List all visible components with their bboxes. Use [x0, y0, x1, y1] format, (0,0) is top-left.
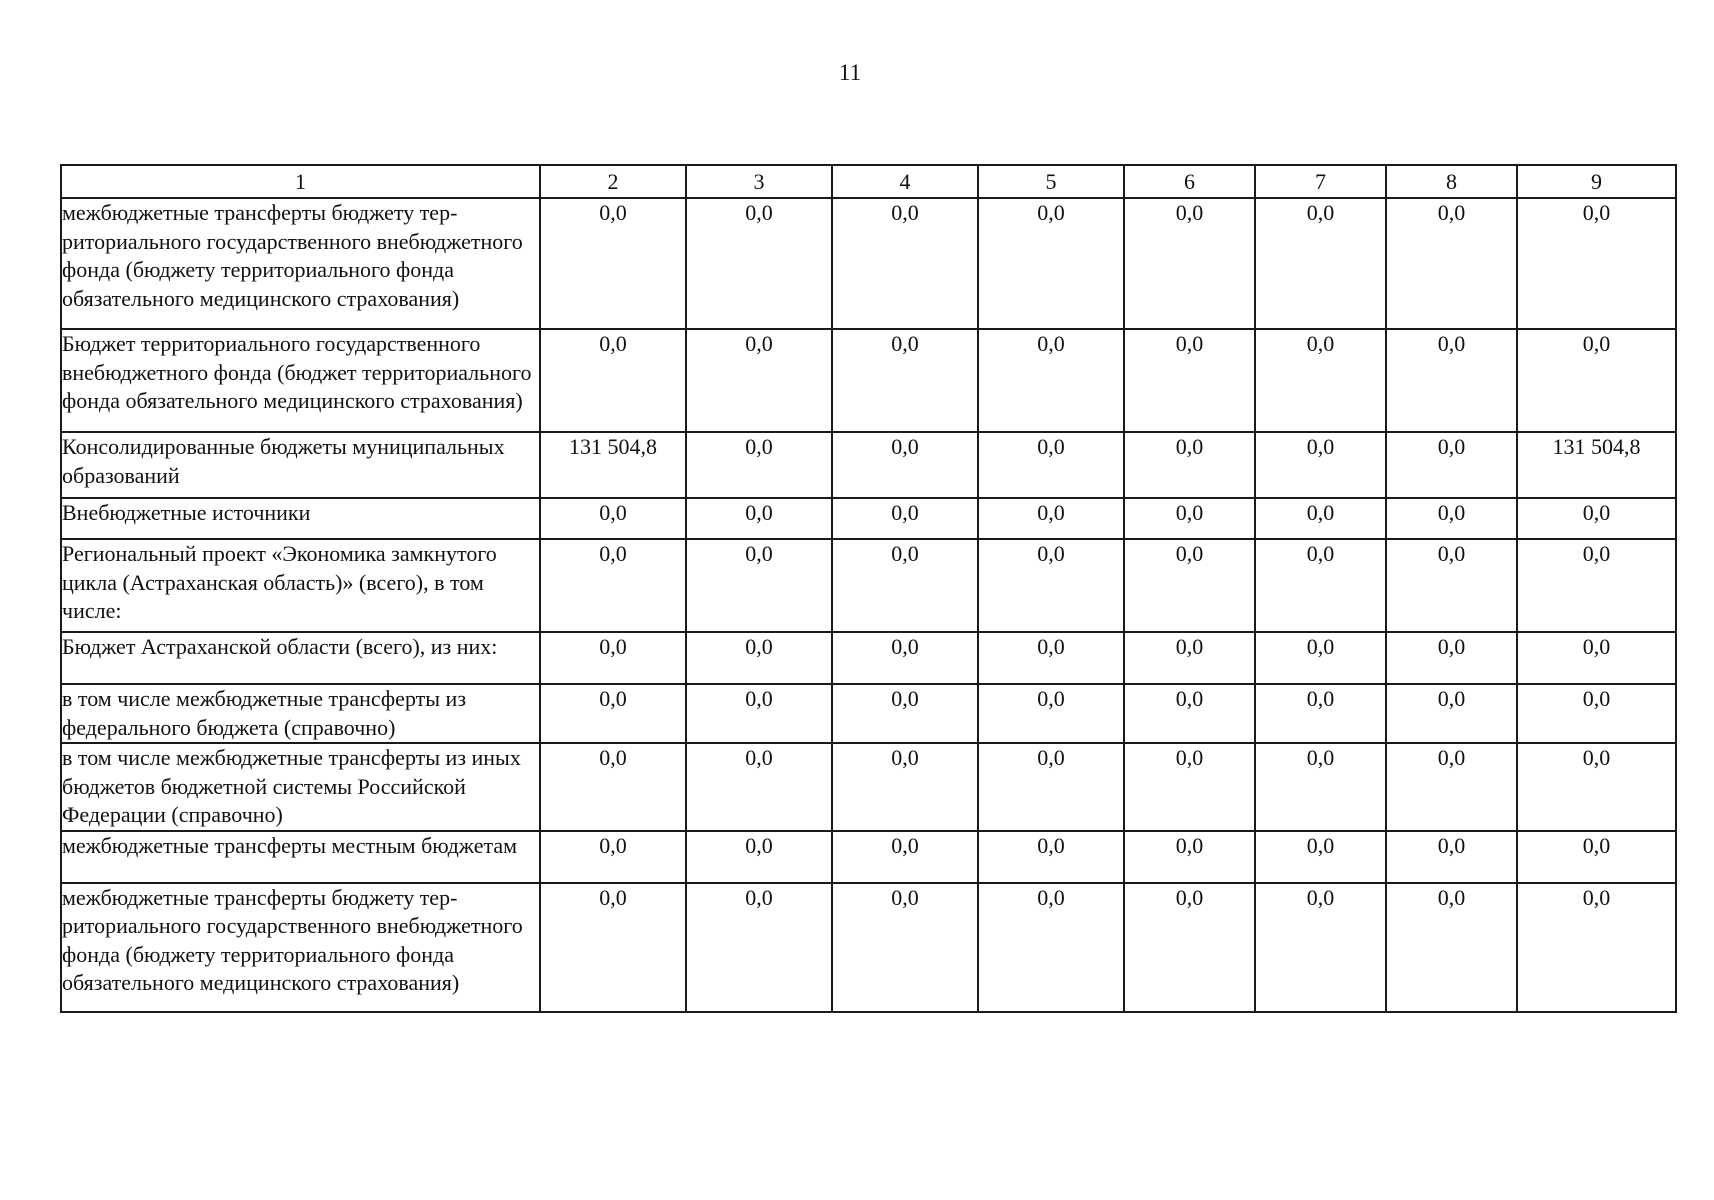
- value-cell: 0,0: [1255, 539, 1386, 632]
- value-cell: 0,0: [832, 329, 978, 432]
- value-cell: 0,0: [978, 539, 1124, 632]
- value-cell: 0,0: [1386, 684, 1517, 743]
- value-cell: 0,0: [540, 498, 686, 539]
- value-cell: 0,0: [540, 831, 686, 883]
- table-row: [61, 432, 1676, 498]
- value-cell: 0,0: [540, 743, 686, 831]
- value-cell: 0,0: [1255, 198, 1386, 329]
- table-row: [61, 329, 1676, 432]
- value-cell: 0,0: [1386, 539, 1517, 632]
- column-header: 1: [61, 165, 540, 198]
- value-cell: 0,0: [1517, 539, 1676, 632]
- table-row: [61, 883, 1676, 1012]
- value-cell: 0,0: [1517, 198, 1676, 329]
- row-label: межбюджетные трансферты местным бюджетам: [61, 831, 540, 883]
- table-row: [61, 831, 1676, 883]
- page-number: 11: [838, 60, 862, 85]
- value-cell: 0,0: [978, 632, 1124, 684]
- value-cell: 0,0: [1124, 498, 1255, 539]
- value-cell: 0,0: [1124, 684, 1255, 743]
- value-cell: 0,0: [686, 883, 832, 1012]
- value-cell: 131 504,8: [1517, 432, 1676, 498]
- value-cell: 0,0: [1517, 684, 1676, 743]
- value-cell: 0,0: [1124, 539, 1255, 632]
- value-cell: 0,0: [832, 432, 978, 498]
- value-cell: 0,0: [1517, 831, 1676, 883]
- value-cell: 0,0: [1124, 883, 1255, 1012]
- value-cell: 131 504,8: [540, 432, 686, 498]
- value-cell: 0,0: [686, 498, 832, 539]
- table-row: [61, 743, 1676, 831]
- value-cell: 0,0: [1124, 632, 1255, 684]
- value-cell: 0,0: [1124, 432, 1255, 498]
- value-cell: 0,0: [1255, 498, 1386, 539]
- value-cell: 0,0: [540, 539, 686, 632]
- value-cell: 0,0: [1386, 498, 1517, 539]
- value-cell: 0,0: [1124, 198, 1255, 329]
- value-cell: 0,0: [832, 198, 978, 329]
- value-cell: 0,0: [686, 539, 832, 632]
- row-label: в том числе межбюджетные трансферты из федерального бюджета (справочно): [61, 684, 540, 743]
- value-cell: 0,0: [686, 743, 832, 831]
- value-cell: 0,0: [540, 684, 686, 743]
- column-number-row: [61, 165, 1676, 198]
- value-cell: 0,0: [1386, 743, 1517, 831]
- table-row: [61, 498, 1676, 539]
- column-header: 7: [1255, 165, 1386, 198]
- value-cell: 0,0: [1386, 632, 1517, 684]
- row-label: Внебюджетные источники: [61, 498, 540, 539]
- column-header: 2: [540, 165, 686, 198]
- value-cell: 0,0: [1386, 432, 1517, 498]
- value-cell: 0,0: [832, 498, 978, 539]
- column-header: 4: [832, 165, 978, 198]
- value-cell: 0,0: [1255, 743, 1386, 831]
- table-row: [61, 198, 1676, 329]
- value-cell: 0,0: [1255, 831, 1386, 883]
- value-cell: 0,0: [978, 498, 1124, 539]
- table-row: [61, 684, 1676, 743]
- value-cell: 0,0: [978, 883, 1124, 1012]
- row-label: в том числе межбюджетные трансферты из иных бюджетов бюджетной системы Российской Федерации (справочно): [61, 743, 540, 831]
- value-cell: 0,0: [1386, 831, 1517, 883]
- value-cell: 0,0: [1255, 632, 1386, 684]
- column-header: 8: [1386, 165, 1517, 198]
- column-header: 9: [1517, 165, 1676, 198]
- budget-table: [60, 164, 1677, 1013]
- row-label: Бюджет Астраханской области (всего), из них:: [61, 632, 540, 684]
- value-cell: 0,0: [1517, 498, 1676, 539]
- value-cell: 0,0: [978, 684, 1124, 743]
- value-cell: 0,0: [1386, 198, 1517, 329]
- value-cell: 0,0: [832, 539, 978, 632]
- value-cell: 0,0: [1517, 632, 1676, 684]
- row-label: межбюджетные трансферты бюджету территориального государственного внебюджетного фонда (бюджету территориального фонда обязательного медицинского страхования): [61, 198, 540, 329]
- column-header: 5: [978, 165, 1124, 198]
- row-label: Консолидированные бюджеты муниципальных образований: [61, 432, 540, 498]
- value-cell: 0,0: [978, 831, 1124, 883]
- value-cell: 0,0: [1255, 432, 1386, 498]
- row-label: Бюджет территориального государственного внебюджетного фонда (бюджет территориального фонда обязательного медицинского страхования): [61, 329, 540, 432]
- column-header: 3: [686, 165, 832, 198]
- row-label: межбюджетные трансферты бюджету территориального государственного внебюджетного фонда (бюджету территориального фонда обязательного медицинского страхования): [61, 883, 540, 1012]
- value-cell: 0,0: [540, 632, 686, 684]
- table-row: [61, 539, 1676, 632]
- value-cell: 0,0: [1255, 883, 1386, 1012]
- column-header: 6: [1124, 165, 1255, 198]
- value-cell: 0,0: [686, 198, 832, 329]
- value-cell: 0,0: [686, 432, 832, 498]
- value-cell: 0,0: [1255, 684, 1386, 743]
- value-cell: 0,0: [978, 743, 1124, 831]
- value-cell: 0,0: [832, 831, 978, 883]
- value-cell: 0,0: [686, 684, 832, 743]
- value-cell: 0,0: [686, 329, 832, 432]
- value-cell: 0,0: [1255, 329, 1386, 432]
- value-cell: 0,0: [1386, 883, 1517, 1012]
- value-cell: 0,0: [1124, 831, 1255, 883]
- value-cell: 0,0: [686, 632, 832, 684]
- value-cell: 0,0: [540, 883, 686, 1012]
- value-cell: 0,0: [1124, 743, 1255, 831]
- value-cell: 0,0: [978, 432, 1124, 498]
- value-cell: 0,0: [1517, 329, 1676, 432]
- value-cell: 0,0: [978, 329, 1124, 432]
- value-cell: 0,0: [832, 632, 978, 684]
- value-cell: 0,0: [978, 198, 1124, 329]
- value-cell: 0,0: [832, 883, 978, 1012]
- row-label: Региональный проект «Экономика замкнутого цикла (Астраханская область)» (всего), в том числе:: [61, 539, 540, 632]
- value-cell: 0,0: [540, 198, 686, 329]
- value-cell: 0,0: [686, 831, 832, 883]
- value-cell: 0,0: [1517, 743, 1676, 831]
- value-cell: 0,0: [1517, 883, 1676, 1012]
- table-row: [61, 632, 1676, 684]
- value-cell: 0,0: [1124, 329, 1255, 432]
- value-cell: 0,0: [1386, 329, 1517, 432]
- value-cell: 0,0: [832, 743, 978, 831]
- value-cell: 0,0: [540, 329, 686, 432]
- value-cell: 0,0: [832, 684, 978, 743]
